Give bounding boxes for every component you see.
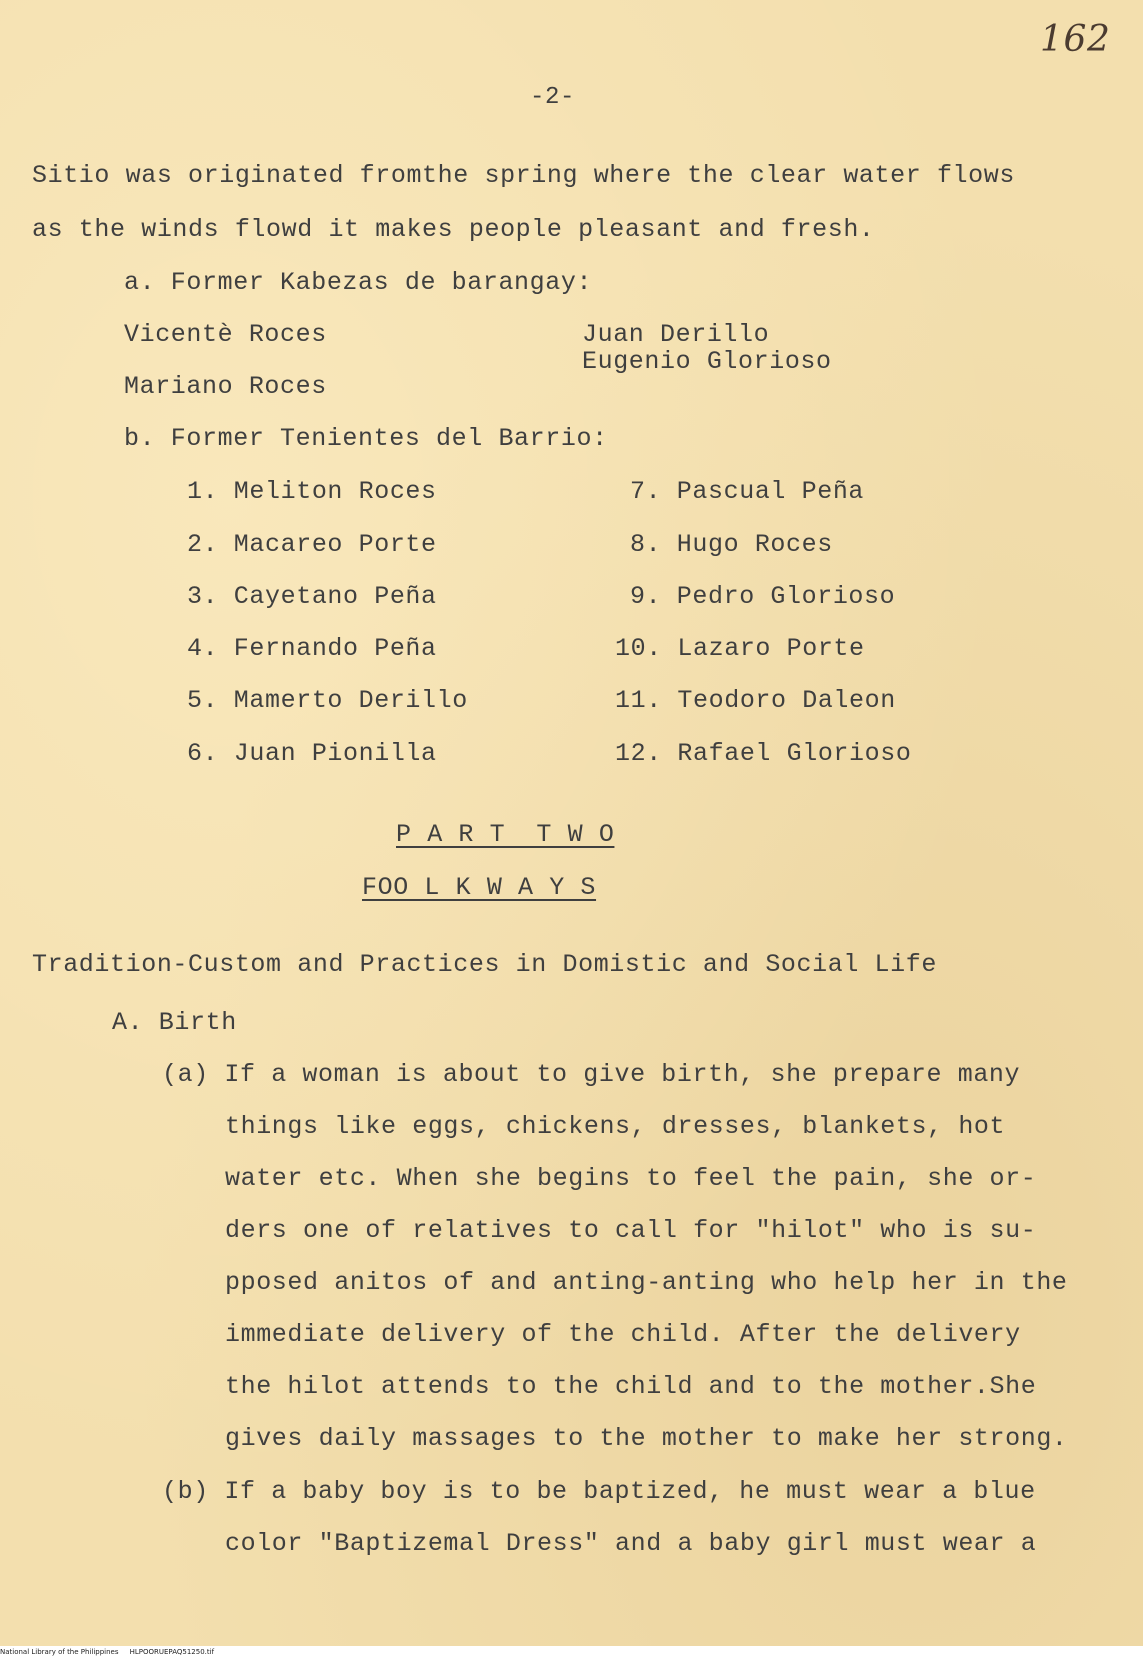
- subsection-birth: A. Birth: [112, 1008, 237, 1037]
- teniente-left-2: 2. Macareo Porte: [187, 530, 437, 559]
- teniente-left-3: 3. Cayetano Peña: [187, 582, 437, 611]
- kabeza-right-1: Juan Derillo: [582, 320, 770, 349]
- teniente-right-10: 10. Lazaro Porte: [615, 634, 865, 663]
- teniente-right-12: 12. Rafael Glorioso: [615, 739, 912, 768]
- teniente-left-6: 6. Juan Pionilla: [187, 739, 437, 768]
- paragraph-a-line-1: (a) If a woman is about to give birth, she prepare many: [162, 1060, 1021, 1089]
- tenientes-heading: b. Former Tenientes del Barrio:: [124, 424, 608, 453]
- teniente-left-1: 1. Meliton Roces: [187, 477, 437, 506]
- paragraph-a-line-5: pposed anitos of and anting-anting who help her in the: [225, 1268, 1068, 1297]
- kabezas-heading: a. Former Kabezas de barangay:: [124, 268, 593, 297]
- teniente-right-8: 8. Hugo Roces: [630, 530, 833, 559]
- paragraph-b-line-1: (b) If a baby boy is to be baptized, he must wear a blue: [162, 1477, 1036, 1506]
- intro-line-1: Sitio was originated fromthe spring where the clear water flows: [32, 161, 1015, 190]
- paragraph-b-line-2: color "Baptizemal Dress" and a baby girl must wear a: [225, 1529, 1037, 1558]
- paragraph-a-line-4: ders one of relatives to call for "hilot" who is su-: [225, 1216, 1037, 1245]
- page-number: -2-: [530, 84, 576, 111]
- section-heading: Tradition-Custom and Practices in Domistic and Social Life: [32, 950, 937, 979]
- archive-footer: National Library of the Philippines HLPOORUEPAQ51250.tif: [0, 1646, 1143, 1658]
- paragraph-a-line-3: water etc. When she begins to feel the pain, she or-: [225, 1164, 1037, 1193]
- page-corner-number: 162: [1040, 19, 1111, 60]
- paragraph-a-line-6: immediate delivery of the child. After the delivery: [225, 1320, 1021, 1349]
- paragraph-a-line-7: the hilot attends to the child and to the mother.She: [225, 1372, 1037, 1401]
- part-subtitle: FOO L K W A Y S: [362, 873, 597, 902]
- part-title: P A R T T W O: [396, 820, 615, 849]
- teniente-right-9: 9. Pedro Glorioso: [630, 582, 896, 611]
- paragraph-a-line-8: gives daily massages to the mother to make her strong.: [225, 1424, 1068, 1453]
- teniente-right-11: 11. Teodoro Daleon: [615, 686, 896, 715]
- teniente-left-4: 4. Fernando Peña: [187, 634, 437, 663]
- teniente-right-7: 7. Pascual Peña: [630, 477, 865, 506]
- kabeza-left-2: Mariano Roces: [124, 372, 327, 401]
- paragraph-a-line-2: things like eggs, chickens, dresses, blankets, hot: [225, 1112, 1006, 1141]
- teniente-left-5: 5. Mamerto Derillo: [187, 686, 468, 715]
- kabeza-left-1: Vicentè Roces: [124, 320, 327, 349]
- kabeza-right-2: Eugenio Glorioso: [582, 347, 832, 376]
- intro-line-2: as the winds flowd it makes people pleasant and fresh.: [32, 215, 875, 244]
